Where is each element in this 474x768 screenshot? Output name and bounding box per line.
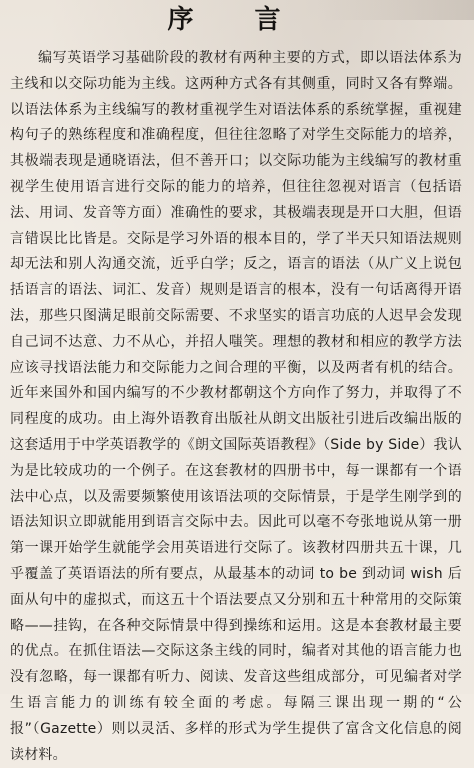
preface-paragraph: 编写英语学习基础阶段的教材有两种主要的方式，即以语法体系为主线和以交际功能为主线。这两种方式各有其侧重，同时又各有弊端。以语法体系为主线编写的教材重视学生对语法体系的系统掌握，重视建构句子的熟练程度和准确程度，但往往忽略了对学生交际能力的培养，其极端表现是通晓语法，但不善开口；以交际功能为主线编写的教材重视学生使用语言进行交际的能力的培养，但往往忽视对语言（包括语法、用词、发音等方面）准确性的要求，其极端表现是开口大胆，但语言错误比比皆是。交际是学习外语的根本目的，学了半天只知语法规则却无法和别人沟通交流，近乎白学；反之，语言的语法（从广义上说包括语言的语法、词汇、发音）规则是语言的根本，没有一句话离得开语法，那些只图满足眼前交际需要、不求坚实的语言功底的人迟早会发现自己词不达意、力不从心，并招人嗤笑。理想的教材和相应的教学方法应该寻找语法能力和交际能力之间合理的平衡，以及两者有机的结合。近年来国外和国内编写的不少教材都朝这个方向作了努力，并取得了不同程度的成功。由上海外语教育出版社从朗文出版社引进后改编出版的这套适用于中学英语教学的《朗文国际英语教程》（Side by Side）我认为是比较成功的一个例子。在这套教材的四册书中，每一课都有一个语法中心点，以及需要频繁使用该语法项的交际情景，于是学生刚学到的语法知识立即就能用到语言交际中去。因此可以毫不夸张地说从第一册第一课开始学生就能学会用英语进行交际了。该教材四册共五十课，几乎覆盖了英语语法的所有要点，从最基本的动词 to be 到动词 wish 后面从句中的虚拟式，而这五十个语法要点又分别和五十种常用的交际策略——挂钩，在各种交际情景中得到操练和运用。这是本套教材最主要的优点。在抓住语法—交际这条主线的同时，编者对其他的语言能力也没有忽略，每一课都有听力、阅读、发音这些组成部分，可见编者对学生语言能力的训练有较全面的考虑。每隔三课出现一期的“公报”（Gazette）则以灵活、多样的形式为学生提供了富含文化信息的阅读材料。	[10, 50, 462, 763]
page-title: 序 言	[167, 5, 307, 35]
